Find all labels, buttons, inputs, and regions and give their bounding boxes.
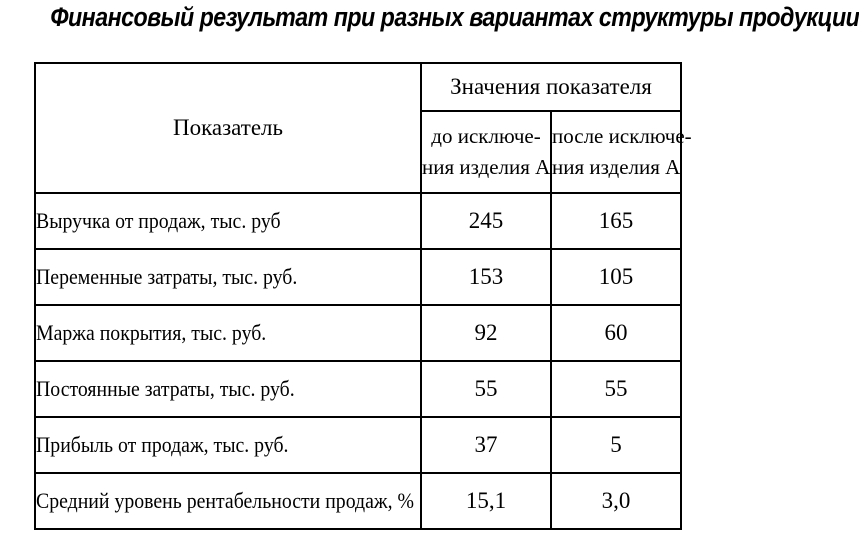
- table-header-row: [35, 63, 681, 111]
- before-exclusion-header-line1: до исключе-: [431, 124, 541, 148]
- value-after: 60: [551, 305, 681, 361]
- value-before: 55: [421, 361, 551, 417]
- row-label: [35, 305, 421, 361]
- value-before: 15,1: [421, 473, 551, 529]
- value-after: 165: [551, 193, 681, 249]
- row-label-text: Маржа покрытия, тыс. руб.: [36, 320, 267, 345]
- values-group-header: Значения показателя: [421, 63, 681, 111]
- table-row: [35, 417, 681, 473]
- row-label: [35, 193, 421, 249]
- table-row: [35, 305, 681, 361]
- row-label-text: Переменные затраты, тыс. руб.: [36, 264, 298, 289]
- after-exclusion-header-line2: ния изделия А: [552, 155, 681, 179]
- before-exclusion-header-line2: ния изделия А: [422, 155, 551, 179]
- value-after: 5: [551, 417, 681, 473]
- before-exclusion-header: [421, 111, 551, 193]
- row-label-text: Выручка от продаж, тыс. руб: [36, 208, 281, 233]
- row-label: [35, 473, 421, 529]
- table-row: [35, 193, 681, 249]
- row-label-text: Прибыль от продаж, тыс. руб.: [36, 432, 289, 457]
- value-before: 92: [421, 305, 551, 361]
- value-before: 37: [421, 417, 551, 473]
- document-title: Финансовый результат при разных вариантах структуры продукции: [50, 2, 859, 32]
- table-row: [35, 361, 681, 417]
- table-row: [35, 473, 681, 529]
- after-exclusion-header-line1: после исключе-: [552, 124, 692, 148]
- row-label-text: Постоянные затраты, тыс. руб.: [36, 376, 295, 401]
- value-after: 3,0: [551, 473, 681, 529]
- after-exclusion-header: [551, 111, 692, 193]
- value-after: 105: [551, 249, 681, 305]
- row-label: [35, 361, 421, 417]
- row-label: [35, 249, 421, 305]
- value-before: 153: [421, 249, 551, 305]
- value-before: 245: [421, 193, 551, 249]
- value-after: 55: [551, 361, 681, 417]
- financial-result-table: [34, 62, 692, 530]
- table-row: [35, 249, 681, 305]
- row-label-text: Средний уровень рентабельности продаж, %: [36, 488, 414, 513]
- indicator-column-header: Показатель: [35, 63, 421, 193]
- row-label: [35, 417, 421, 473]
